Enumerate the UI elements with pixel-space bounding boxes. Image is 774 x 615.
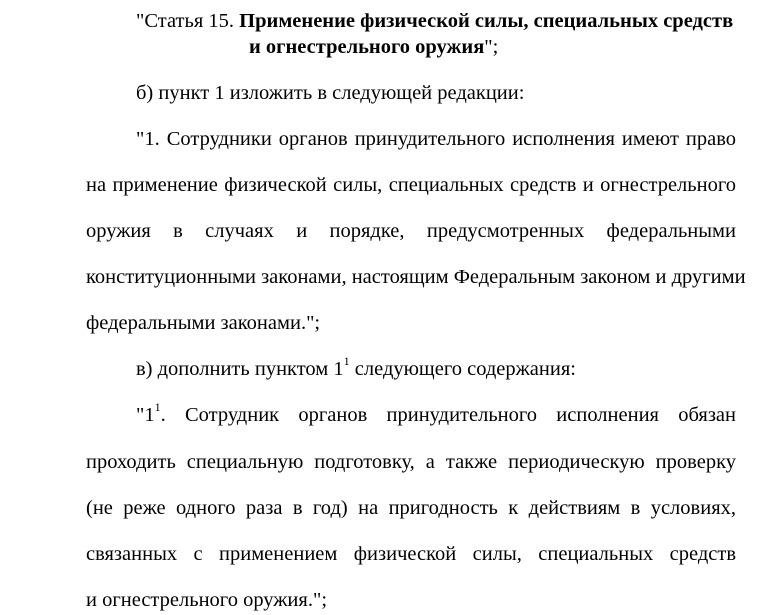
para11-line1-text: . Сотрудник органов принудительного исполнения обязан: [160, 404, 736, 426]
article-title-line1: Применение физической силы, специальных средств: [239, 10, 734, 32]
para11-number: [136, 400, 161, 426]
para11-line3: (не реже одного раза в год) на пригодность к действиям в условиях,: [86, 497, 736, 519]
para1-line5: федеральными законами.";: [86, 312, 321, 334]
para1-line3: оружия в случаях и порядке, предусмотренных федеральными: [86, 220, 736, 242]
item-v-before: в) дополнить пунктом 1: [136, 358, 344, 380]
article-heading-line1: [136, 9, 733, 33]
article-number: "Статья 15.: [136, 10, 235, 32]
para11-line2: проходить специальную подготовку, а также периодическую проверку: [86, 451, 736, 473]
item-b: б) пункт 1 изложить в следующей редакции:: [136, 82, 525, 104]
para11-line1: [136, 400, 736, 427]
para1-line2: на применение физической силы, специальных средств и огнестрельного: [86, 174, 736, 196]
para11-number-base: "1: [136, 404, 155, 426]
para11-line4: связанных с применением физической силы, специальных средств: [86, 543, 736, 565]
para11-line5: и огнестрельного оружия.";: [86, 589, 328, 611]
para11-number-superscript: 1: [154, 400, 161, 415]
item-v: [136, 354, 576, 381]
item-v-superscript: 1: [343, 354, 350, 369]
article-title-line2: и огнестрельного оружия: [249, 36, 485, 58]
para1-line4: конституционными законами, настоящим Федеральным законом и другими: [86, 266, 746, 288]
item-v-after: следующего содержания:: [349, 358, 576, 380]
article-heading-line2: [249, 35, 498, 59]
article-title-end: ";: [484, 36, 499, 58]
para1-line1: "1. Сотрудники органов принудительного исполнения имеют право: [136, 128, 736, 150]
